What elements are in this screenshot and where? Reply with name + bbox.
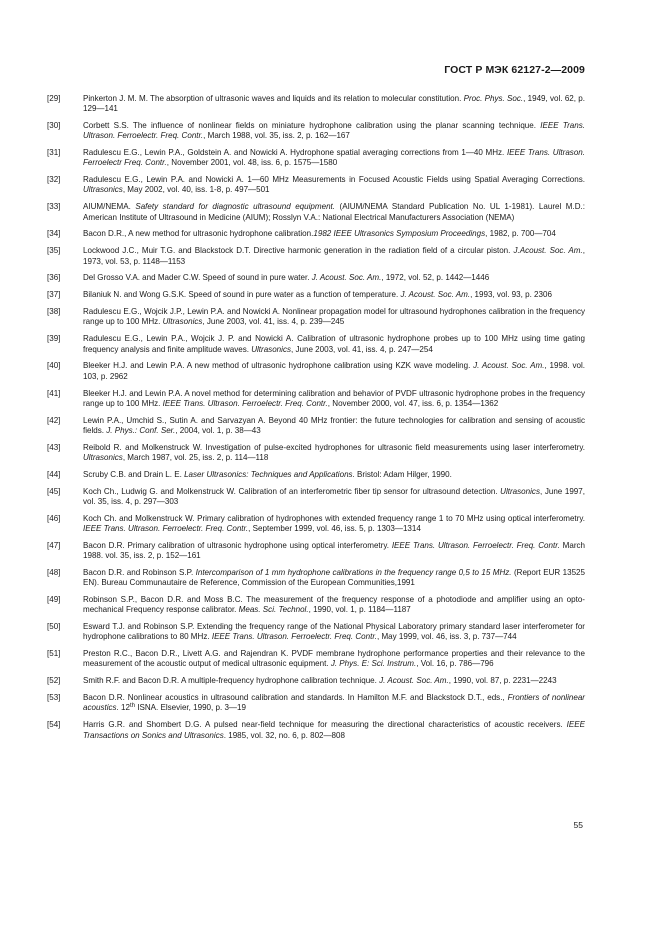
reference-details: , May 2002, vol. 40, iss. 1-8, p. 497—501 bbox=[122, 185, 270, 195]
reference-number: [46] bbox=[47, 513, 61, 523]
reference-number: [48] bbox=[47, 567, 61, 577]
reference-authors-text: Lewin P.A., Umchid S., Sutin A. and Sarvazyan A. Beyond 40 MHz frontier: the future technologies for calibration and sensing of acoustic fields. bbox=[83, 415, 585, 435]
reference-details: (Report EUR 13525 EN). Bureau Communautaire de Reference, Commission of the European Communities,1991 bbox=[83, 567, 586, 588]
reference-details: (AIUM/NEMA Standard Publication No. UL 1-1981). Laurel M.D.: American Institute of Ultrasound in Medicine (AIUM); Rosslyn V.A.: National Electrical Manufacturers Association (NEMA) bbox=[83, 202, 585, 222]
reference-source-title: Ultrasonics bbox=[162, 317, 203, 327]
reference-entry bbox=[47, 246, 585, 266]
reference-entry bbox=[47, 290, 585, 300]
reference-number: [40] bbox=[47, 361, 61, 371]
reference-entry bbox=[47, 443, 585, 463]
reference-authors-text: Koch Ch., Ludwig G. and Molkenstruck W. Calibration of an interferometric fiber tip sensor for ultrasound detection. bbox=[83, 486, 501, 496]
reference-authors-text: Preston R.C., Bacon D.R., Livett A.G. and Rajendran K. PVDF membrane hydrophone performance properties and their relevance to the measurement of the acoustic output of medical ultrasonic equipment. bbox=[83, 649, 585, 669]
reference-number: [52] bbox=[47, 676, 61, 686]
reference-number: [38] bbox=[47, 307, 61, 317]
reference-entry bbox=[47, 389, 585, 409]
reference-source-title: J. Phys. E: Sci. Instrum. bbox=[330, 659, 417, 669]
reference-source-title: Frontiers of nonlinear acoustics bbox=[83, 693, 585, 713]
reference-source-title: J. Acoust. Soc. Am. bbox=[473, 361, 545, 371]
reference-source-title: Safety standard for diagnostic ultrasound equipment. bbox=[135, 202, 336, 212]
page-number: 55 bbox=[573, 820, 583, 830]
reference-authors-text: Bacon D.R. Nonlinear acoustics in ultrasound calibration and standards. In Hamilton M.F. and Blackstock D.T., eds., bbox=[83, 693, 508, 703]
reference-superscript: th bbox=[129, 703, 135, 710]
reference-authors-text: Bacon D.R. Primary calibration of ultrasonic hydrophone using optical interferometry. bbox=[83, 540, 392, 550]
reference-entry bbox=[47, 720, 585, 740]
reference-details: , May 1999, vol. 46, iss. 3, p. 737—744 bbox=[377, 632, 517, 642]
reference-authors-text: Smith R.F. and Bacon D.R. A multiple-frequency hydrophone calibration technique. bbox=[83, 676, 380, 686]
reference-details: , 1949, vol. 62, p. 129—141 bbox=[83, 94, 585, 114]
reference-authors-text: AIUM/NEMA. bbox=[83, 202, 136, 212]
reference-source-title: IEEE Trans. Ultrason. Ferroelectr. Freq. Contr. bbox=[83, 121, 585, 141]
reference-details: , June 1997, vol. 35, iss. 4, p. 297—303 bbox=[83, 486, 585, 506]
reference-source-title: Ultrasonics bbox=[83, 452, 123, 462]
reference-entry bbox=[47, 676, 585, 686]
reference-authors-text: Bleeker H.J. and Lewin P.A. A new method of ultrasonic hydrophone calibration using KZK wave modeling. bbox=[83, 361, 474, 371]
reference-details: , November 2000, vol. 47, iss. 6, p. 1354—1362 bbox=[327, 398, 499, 408]
reference-number: [51] bbox=[47, 649, 61, 659]
reference-authors-text: Pinkerton J. M. M. The absorption of ultrasonic waves and liquids and its relation to molecular constitution. bbox=[83, 94, 464, 103]
reference-number: [44] bbox=[47, 469, 61, 479]
reference-entry bbox=[47, 649, 585, 669]
reference-number: [49] bbox=[47, 595, 61, 605]
reference-entry bbox=[47, 568, 585, 588]
reference-entry bbox=[47, 361, 585, 381]
reference-entry bbox=[47, 307, 585, 327]
reference-authors-text: Scruby C.B. and Drain L. E. bbox=[83, 469, 185, 479]
reference-number: [29] bbox=[47, 94, 61, 103]
reference-authors-text: Radulescu E.G., Lewin P.A., Wojcik J. P. and Nowicki A. Calibration of ultrasonic hydrophone probes up to 100 MHz using time gating frequency analysis and finite amplitude waves. bbox=[83, 334, 585, 354]
reference-source-title: Meas. Sci. Technol. bbox=[238, 605, 309, 615]
reference-authors-text: Bacon D.R., A new method for ultrasonic hydrophone calibration. bbox=[83, 229, 314, 239]
reference-details: , September 1999, vol. 46, iss. 5, p. 1303—1314 bbox=[248, 523, 421, 533]
reference-details: March 1988. vol. 35, iss. 2, p. 152—161 bbox=[83, 540, 585, 561]
reference-details: , June 2003, vol. 41, iss. 4, p. 247—254 bbox=[291, 344, 433, 354]
reference-authors-text: Radulescu E.G., Lewin P.A., Goldstein A. and Nowicki A. Hydrophone spatial averaging corrections from 1—40 MHz. bbox=[83, 148, 507, 158]
reference-entry bbox=[47, 693, 585, 713]
reference-details: , March 1987, vol. 25, iss. 2, p. 114—118 bbox=[122, 452, 269, 462]
reference-authors-text: Bleeker H.J. and Lewin P.A. A novel method for determining calibration and behavior of PVDF ultrasonic hydrophone probes in the frequency range up to 100 MHz. bbox=[83, 388, 585, 408]
reference-number: [42] bbox=[47, 415, 61, 425]
reference-entry bbox=[47, 175, 585, 195]
reference-entry bbox=[47, 470, 585, 480]
reference-source-title: IEEE Trans. Ultrason. Ferroelectr. Freq. Contr. bbox=[391, 540, 560, 550]
reference-entry bbox=[47, 94, 585, 114]
reference-entry bbox=[47, 416, 585, 436]
reference-authors-text: Bacon D.R. and Robinson S.P. bbox=[83, 567, 196, 577]
reference-number: [43] bbox=[47, 442, 61, 452]
reference-source-title: Ultrasonics bbox=[83, 185, 123, 195]
reference-authors-text: Corbett S.S. The influence of nonlinear fields on miniature hydrophone calibration using the planar scanning technique. bbox=[83, 121, 541, 131]
reference-details-continued: ISNA. Elsevier, 1990, p. 3—19 bbox=[135, 703, 246, 713]
reference-source-title: IEEE Transactions on Sonics and Ultrasonics bbox=[83, 720, 585, 740]
reference-source-title: J. Acoust. Soc. Am. bbox=[400, 290, 471, 300]
reference-authors-text: Koch Ch. and Molkenstruck W. Primary calibration of hydrophones with extended frequency range 1 to 70 MHz using optical interferometry. bbox=[83, 513, 585, 523]
reference-entry bbox=[47, 541, 585, 561]
reference-number: [35] bbox=[47, 246, 61, 256]
reference-number: [47] bbox=[47, 540, 61, 550]
reference-authors-text: Reibold R. and Molkenstruck W. Investigation of pulse-excited hydrophones for ultrasonic field measurements using laser interferometry. bbox=[83, 442, 585, 452]
reference-number: [50] bbox=[47, 622, 61, 632]
reference-number: [33] bbox=[47, 202, 61, 212]
reference-details: . 1985, vol. 32, no. 6, p. 802—808 bbox=[223, 730, 345, 740]
reference-source-title: IEEE Trans. Ultrason. Ferroelectr Freq. Contr. bbox=[83, 148, 586, 168]
reference-authors-text: Radulescu E.G., Lewin P.A. and Nowicki A. 1—60 MHz Measurements in Focused Acoustic Fields using Spatial Averaging Corrections. bbox=[83, 175, 585, 185]
reference-source-title: Proc. Phys. Soc. bbox=[463, 94, 524, 103]
reference-number: [39] bbox=[47, 334, 61, 344]
reference-details: , November 2001, vol. 48, iss. 6, p. 1575—1580 bbox=[166, 158, 338, 168]
reference-number: [41] bbox=[47, 388, 61, 398]
reference-details: , 1973, vol. 53, p. 1148—1153 bbox=[83, 246, 585, 266]
reference-entry bbox=[47, 202, 585, 222]
reference-number: [37] bbox=[47, 290, 61, 300]
reference-details: , 1990, vol. 87, p. 2231—2243 bbox=[448, 676, 557, 686]
reference-source-title: IEEE Trans. Ultrason. Ferroelectr. Freq. Contr. bbox=[211, 632, 377, 642]
reference-entry bbox=[47, 334, 585, 354]
reference-details: , 1993, vol. 93, p. 2306 bbox=[470, 290, 552, 300]
reference-source-title: J. Phys.: Conf. Ser. bbox=[106, 425, 176, 435]
reference-number: [32] bbox=[47, 175, 61, 185]
reference-authors-text: Robinson S.P., Bacon D.R. and Moss B.C. The measurement of the frequency response of a photodiode and amplifier using an opto-mechanical Frequency response calibrator. bbox=[83, 595, 585, 615]
reference-number: [30] bbox=[47, 121, 61, 131]
reference-authors-text: Esward T.J. and Robinson S.P. Extending the frequency range of the National Physical Laboratory primary standard laser interferometer for hydrophone calibrations to 80 MHz. bbox=[83, 622, 585, 642]
reference-entry bbox=[47, 487, 585, 507]
reference-details: . 12 bbox=[116, 703, 130, 713]
reference-entry bbox=[47, 229, 585, 239]
reference-details: , 1998. vol. 103, p. 2962 bbox=[83, 361, 585, 381]
reference-authors-text: Lockwood J.C., Muir T.G. and Blackstock D.T. Directive harmonic generation in the radiation field of a circular piston. bbox=[83, 246, 514, 256]
reference-source-title: 1982 IEEE Ultrasonics Symposium Proceedings bbox=[313, 229, 486, 239]
reference-details: , 2004, vol. 1, p. 38—43 bbox=[175, 425, 261, 435]
reference-details: , June 2003, vol. 41, iss. 4, p. 239—245 bbox=[202, 317, 345, 327]
reference-authors-text: Radulescu E.G., Wojcik J.P., Lewin P.A. and Nowicki A. Nonlinear propagation model for ultrasound hydrophones calibration in the frequency range up to 100 MHz. bbox=[83, 307, 585, 327]
reference-number: [36] bbox=[47, 273, 61, 283]
reference-entry bbox=[47, 622, 585, 642]
reference-entry bbox=[47, 514, 585, 534]
reference-source-title: J. Acoust. Soc. Am. bbox=[311, 273, 382, 283]
reference-source-title: J. Acoust. Soc. Am. bbox=[379, 676, 449, 686]
reference-details: , 1982, p. 700—704 bbox=[485, 229, 556, 239]
reference-entry bbox=[47, 148, 585, 168]
reference-source-title: Ultrasonics bbox=[500, 486, 540, 496]
bibliography-list bbox=[47, 94, 585, 747]
reference-authors-text: Harris G.R. and Shombert D.G. A pulsed near-field technique for measuring the directional characteristics of acoustic receivers. bbox=[83, 720, 567, 730]
reference-details: Bristol: Adam Hilger, 1990. bbox=[354, 469, 452, 479]
reference-details: , March 1988, vol. 35, iss. 2, p. 162—167 bbox=[203, 131, 350, 141]
reference-details: , 1972, vol. 52, p. 1442—1446 bbox=[381, 273, 490, 283]
reference-authors-text: Del Grosso V.A. and Mader C.W. Speed of sound in pure water. bbox=[83, 273, 312, 283]
reference-details: , 1990, vol. 1, p. 1184—1187 bbox=[308, 605, 411, 615]
reference-entry bbox=[47, 595, 585, 615]
reference-authors-text: Bilaniuk N. and Wong G.S.K. Speed of sound in pure water as a function of temperature. bbox=[83, 290, 401, 300]
reference-number: [54] bbox=[47, 720, 61, 730]
reference-entry bbox=[47, 273, 585, 283]
reference-number: [31] bbox=[47, 148, 61, 158]
reference-number: [53] bbox=[47, 693, 61, 703]
reference-details: , Vol. 16, p. 786—796 bbox=[416, 659, 494, 669]
reference-entry bbox=[47, 121, 585, 141]
reference-number: [45] bbox=[47, 486, 61, 496]
reference-source-title: Laser Ultrasonics: Techniques and Applications. bbox=[184, 469, 355, 479]
reference-source-title: IEEE Trans. Ultrason. Ferroelectr. Freq. Contr. bbox=[162, 398, 328, 408]
reference-source-title: IEEE Trans. Ultrason. Ferroelectr. Freq. Contr. bbox=[83, 523, 249, 533]
reference-number: [34] bbox=[47, 229, 61, 239]
reference-source-title: J.Acoust. Soc. Am. bbox=[513, 246, 583, 256]
reference-source-title: Intercomparison of 1 mm hydrophone calibrations in the frequency range 0,5 to 15 MHz. bbox=[195, 567, 512, 577]
standard-code-header: ГОСТ Р МЭК 62127-2—2009 bbox=[444, 64, 585, 76]
reference-source-title: Ultrasonics bbox=[251, 344, 291, 354]
